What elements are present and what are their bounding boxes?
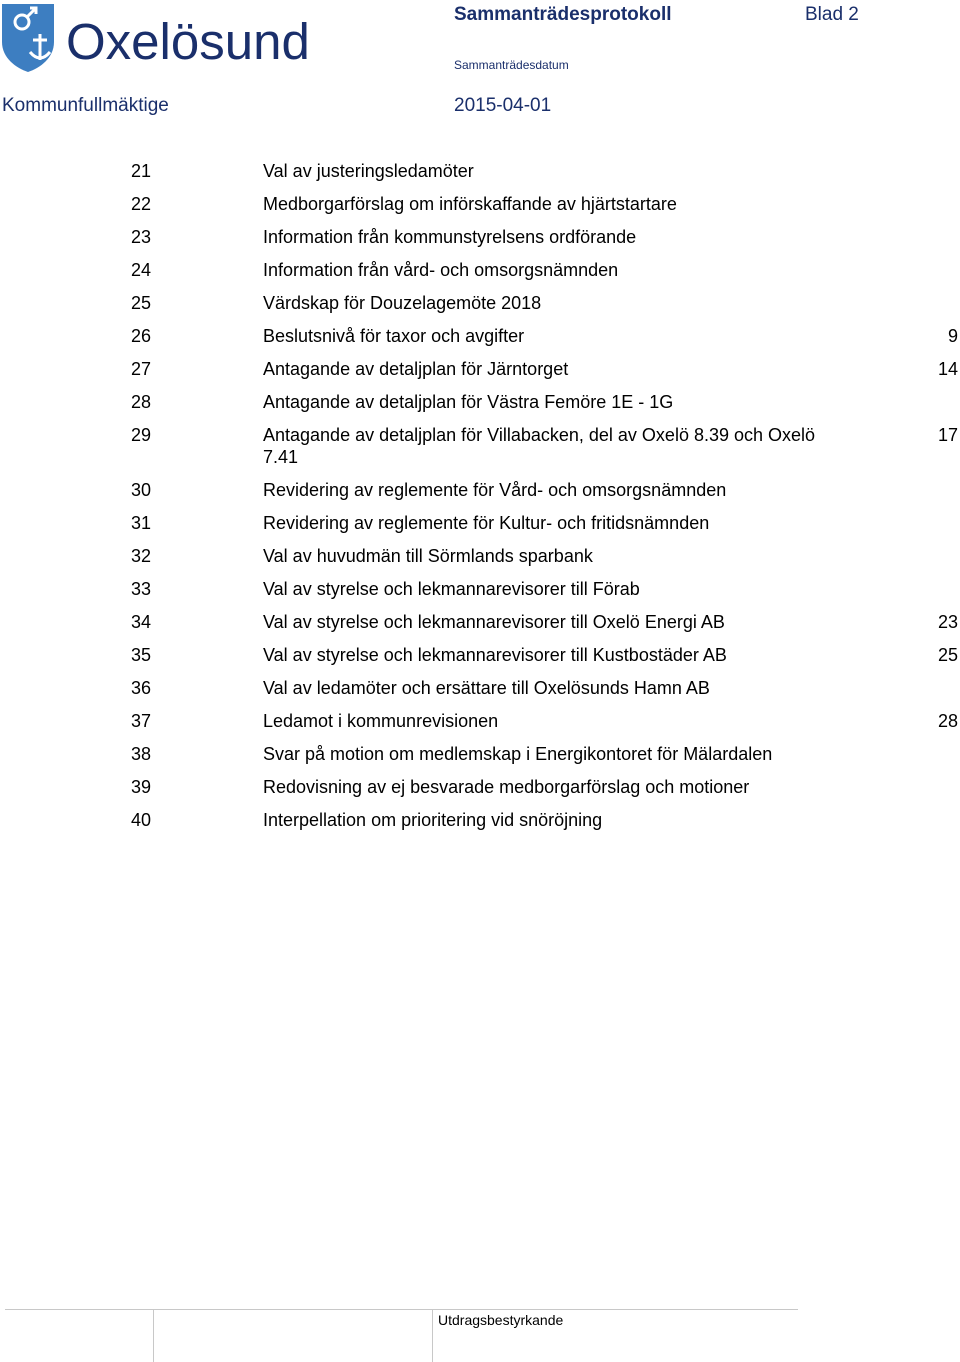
- agenda-item: [0, 259, 960, 281]
- logo-text: Oxelösund: [66, 13, 310, 70]
- agenda-item: [0, 776, 960, 798]
- footer-divider: [5, 1309, 798, 1310]
- agenda-item-number: 24: [131, 260, 152, 280]
- agenda-item-number: 35: [131, 645, 152, 665]
- agenda-item-number: 33: [131, 579, 152, 599]
- agenda-item-page: 25: [937, 645, 958, 665]
- footer-column-divider: [153, 1309, 154, 1362]
- agenda-item-title: Information från vård- och omsorgsnämnden: [263, 260, 619, 280]
- agenda-item-title: Revidering av reglemente för Kultur- och fritidsnämnden: [263, 513, 710, 533]
- agenda-item-number: 30: [131, 480, 152, 500]
- agenda-item-number: 27: [131, 359, 152, 379]
- agenda-item: [0, 611, 960, 633]
- logo: [0, 2, 310, 72]
- agenda-item-title: Svar på motion om medlemskap i Energikontoret för Mälardalen: [263, 744, 773, 764]
- agenda-item-title: Antagande av detaljplan för Västra Femöre 1E - 1G: [263, 392, 674, 412]
- agenda-item-title: Medborgarförslag om införskaffande av hjärtstartare: [263, 194, 677, 214]
- agenda-item-title: Val av styrelse och lekmannarevisorer till Oxelö Energi AB: [263, 612, 725, 632]
- agenda-item-number: 34: [131, 612, 152, 632]
- agenda-list: [0, 160, 960, 842]
- agenda-item-number: 26: [131, 326, 152, 346]
- agenda-item-number: 37: [131, 711, 152, 731]
- agenda-item-page: 9: [947, 326, 958, 346]
- agenda-item: [0, 391, 960, 413]
- agenda-item: [0, 743, 960, 765]
- agenda-item: [0, 578, 960, 600]
- meeting-date: 2015-04-01: [454, 95, 552, 116]
- page-number: Blad 2: [805, 4, 859, 25]
- agenda-item-title: Val av justeringsledamöter: [263, 161, 474, 181]
- agenda-item-number: 25: [131, 293, 152, 313]
- meeting-date-label: Sammanträdesdatum: [454, 58, 569, 72]
- agenda-item-number: 32: [131, 546, 152, 566]
- footer: [0, 1309, 960, 1362]
- agenda-item-title: Redovisning av ej besvarade medborgarförslag och motioner: [263, 777, 750, 797]
- agenda-item-title: Värdskap för Douzelagemöte 2018: [263, 293, 542, 313]
- footer-column-divider: [432, 1309, 433, 1362]
- agenda-item: [0, 292, 960, 314]
- agenda-item: [0, 479, 960, 501]
- agenda-item-title: Beslutsnivå för taxor och avgifter: [263, 326, 525, 346]
- agenda-item-number: 22: [131, 194, 152, 214]
- agenda-item: [0, 677, 960, 699]
- agenda-item-number: 38: [131, 744, 152, 764]
- agenda-item: [0, 512, 960, 534]
- agenda-item-page: 17: [937, 425, 958, 445]
- agenda-item: [0, 226, 960, 248]
- agenda-item-title: Val av ledamöter och ersättare till Oxelösunds Hamn AB: [263, 678, 710, 698]
- agenda-item-number: 21: [131, 161, 152, 181]
- oxelosund-coat-of-arms-icon: [0, 2, 310, 72]
- agenda-item-title: Antagande av detaljplan för Järntorget: [263, 359, 569, 379]
- agenda-item: [0, 325, 960, 347]
- agenda-item-number: 28: [131, 392, 152, 412]
- agenda-item-number: 23: [131, 227, 152, 247]
- agenda-item-number: 36: [131, 678, 152, 698]
- agenda-item: [0, 710, 960, 732]
- agenda-item: [0, 809, 960, 831]
- agenda-item-title: Interpellation om prioritering vid snöröjning: [263, 810, 603, 830]
- agenda-item-page: 23: [937, 612, 958, 632]
- agenda-item-number: 29: [131, 425, 152, 445]
- agenda-item: [0, 644, 960, 666]
- document-title: Sammanträdesprotokoll: [454, 4, 672, 25]
- agenda-item-number: 31: [131, 513, 152, 533]
- agenda-item-title: Val av huvudmän till Sörmlands sparbank: [263, 546, 593, 566]
- agenda-item: [0, 193, 960, 215]
- agenda-item-number: 39: [131, 777, 152, 797]
- agenda-item: [0, 424, 960, 468]
- organ-name: Kommunfullmäktige: [2, 95, 169, 116]
- agenda-item-page: 14: [937, 359, 958, 379]
- agenda-item-number: 40: [131, 810, 152, 830]
- agenda-item: [0, 545, 960, 567]
- agenda-item: [0, 160, 960, 182]
- agenda-item-title: Revidering av reglemente för Vård- och omsorgsnämnden: [263, 480, 727, 500]
- agenda-item-title: Val av styrelse och lekmannarevisorer till Kustbostäder AB: [263, 645, 727, 665]
- agenda-item-title: Val av styrelse och lekmannarevisorer till Förab: [263, 579, 640, 599]
- agenda-item-title: Ledamot i kommunrevisionen: [263, 711, 499, 731]
- certification-label: Utdragsbestyrkande: [438, 1312, 564, 1328]
- agenda-item-title: Antagande av detaljplan för Villabacken, del av Oxelö 8.39 och Oxelö 7.41: [263, 425, 816, 467]
- agenda-item-title: Information från kommunstyrelsens ordförande: [263, 227, 637, 247]
- agenda-item-page: 28: [937, 711, 958, 731]
- agenda-item: [0, 358, 960, 380]
